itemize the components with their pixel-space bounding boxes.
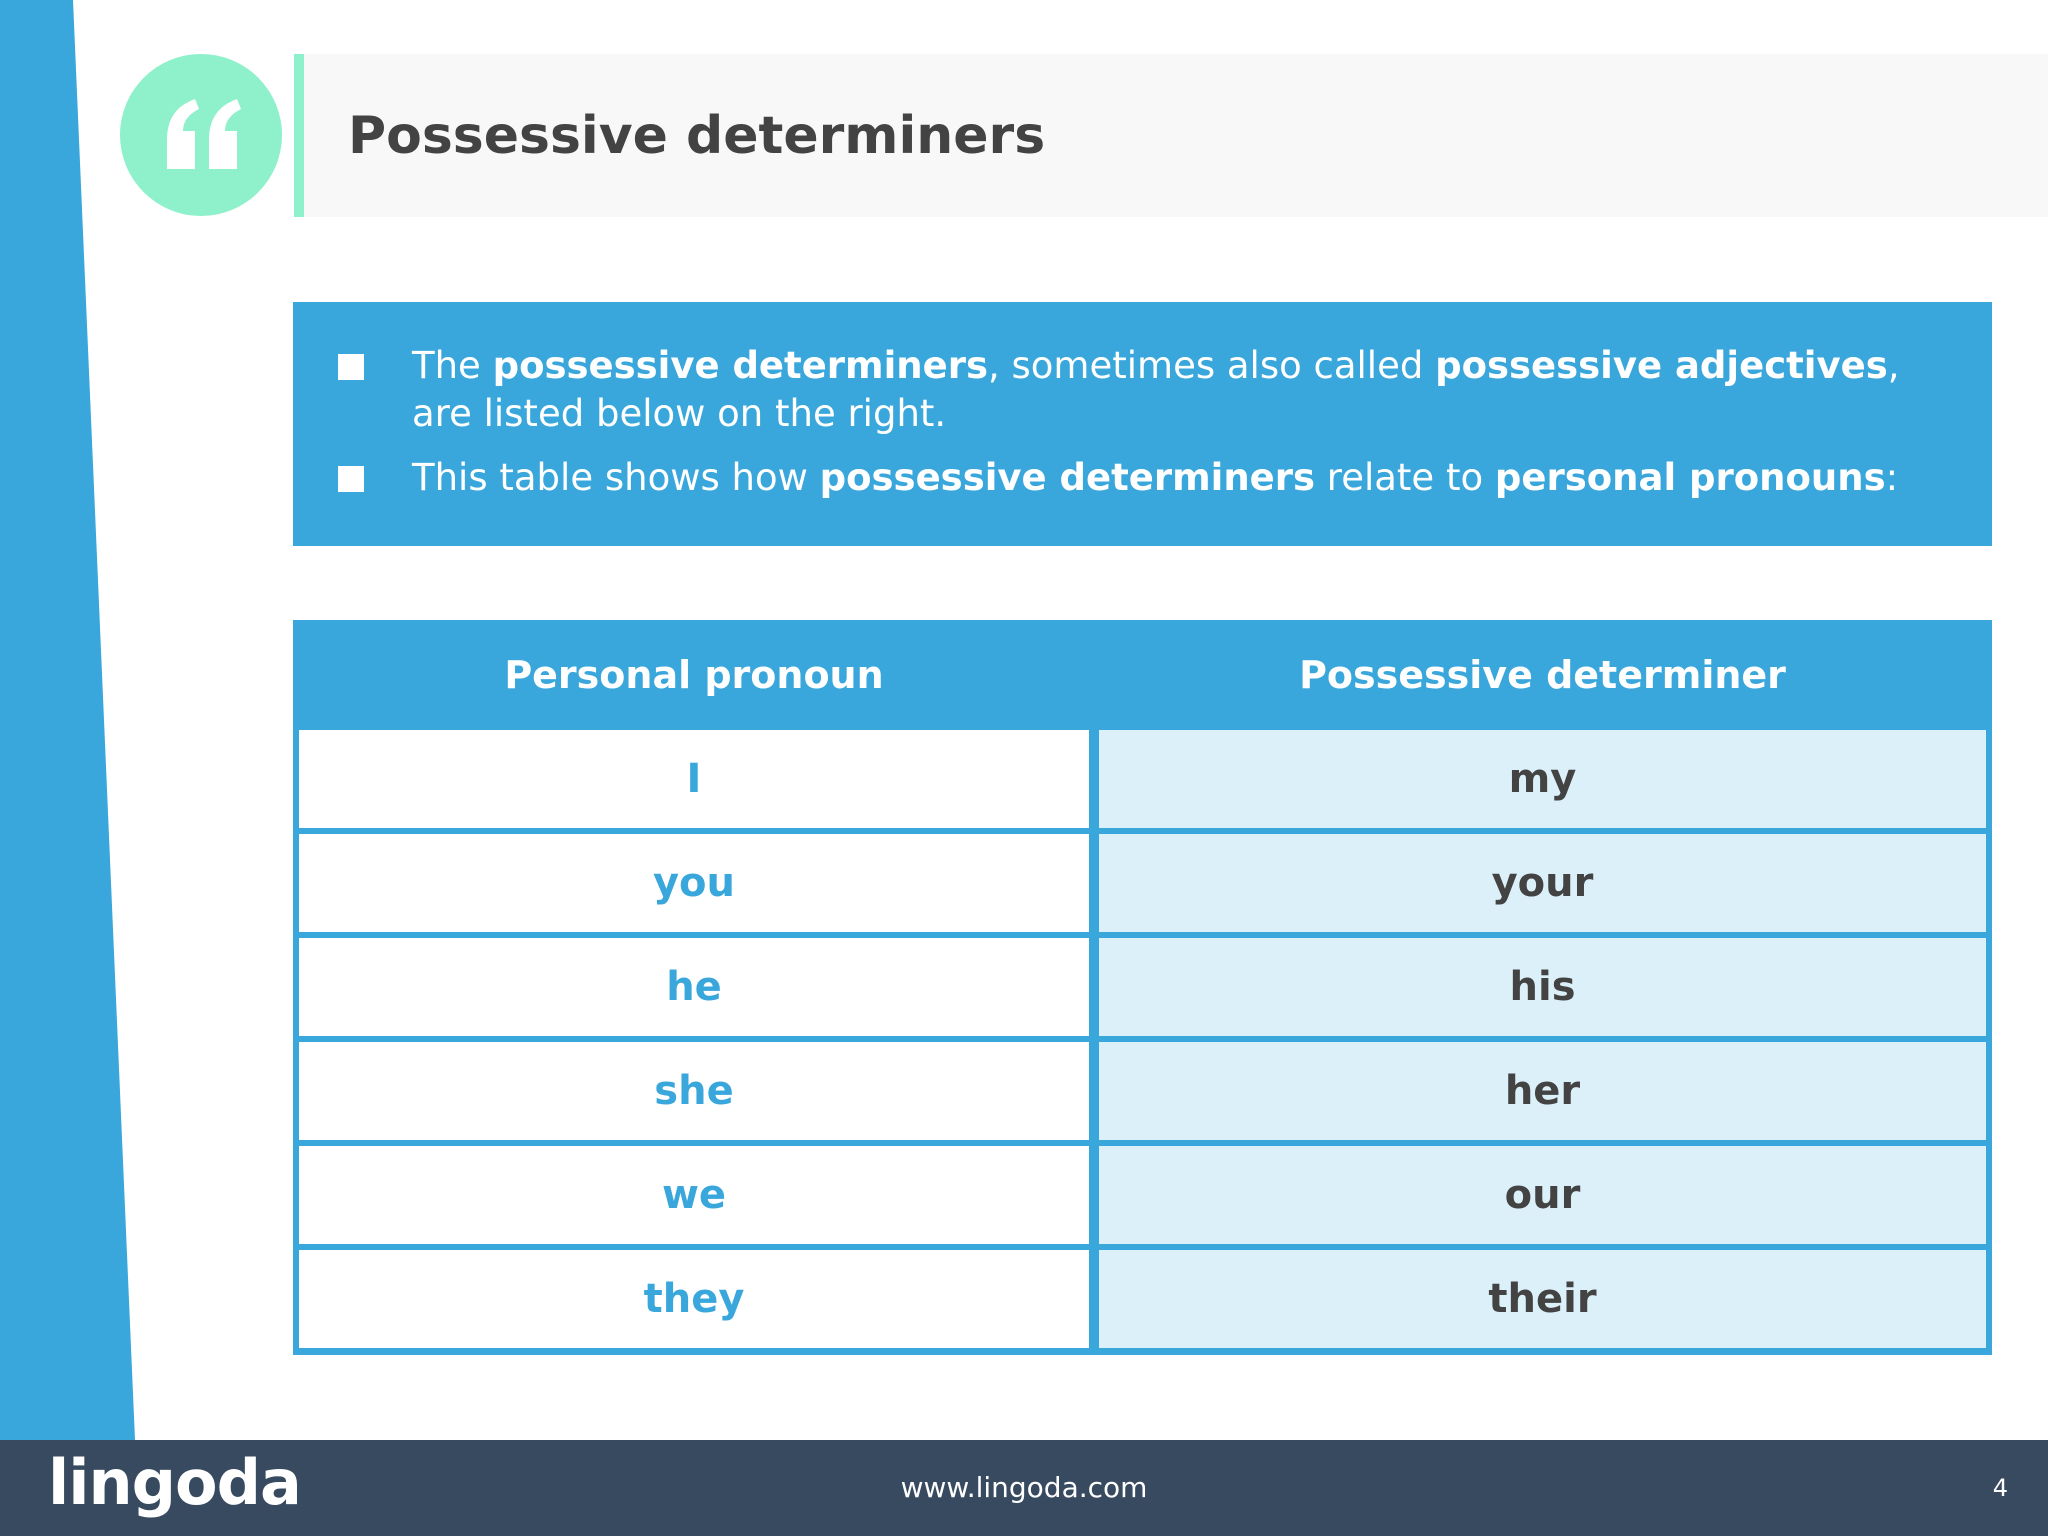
determiner-cell: their xyxy=(1099,1250,1986,1348)
pronoun-table xyxy=(293,620,1992,1355)
page-number: 4 xyxy=(1992,1474,2008,1502)
footer-url[interactable]: www.lingoda.com xyxy=(900,1471,1148,1504)
bullet-square-icon xyxy=(338,354,364,380)
bullet-text-run: , are listed below on the right. xyxy=(412,344,1900,435)
bullet-text-run: This table shows how xyxy=(412,456,820,499)
left-accent-band xyxy=(0,0,135,1440)
determiner-cell: his xyxy=(1099,938,1986,1036)
table-header xyxy=(293,620,1992,729)
title-bar xyxy=(294,54,2048,217)
bullet-bold-term: possessive determiners xyxy=(819,456,1316,499)
header-possessive-determiner: Possessive determiner xyxy=(1299,652,1786,697)
info-bullet-text xyxy=(412,454,1898,502)
bullet-text-run: The xyxy=(412,344,493,387)
determiner-cell: her xyxy=(1099,1042,1986,1140)
pronoun-cell: you xyxy=(299,834,1089,932)
quote-icon xyxy=(120,54,282,216)
bullet-text-run: relate to xyxy=(1315,456,1495,499)
bullet-bold-term: personal pronouns xyxy=(1494,456,1886,499)
bullet-bold-term: possessive determiners xyxy=(492,344,988,387)
bullet-text-run: : xyxy=(1885,456,1899,499)
info-bullet xyxy=(338,342,1952,438)
determiner-cell: my xyxy=(1099,730,1986,828)
header-personal-pronoun: Personal pronoun xyxy=(504,652,884,697)
info-bullet xyxy=(338,454,1952,502)
pronoun-cell: we xyxy=(299,1146,1089,1244)
determiner-cell: your xyxy=(1099,834,1986,932)
pronoun-cell: she xyxy=(299,1042,1089,1140)
info-bullet-text xyxy=(412,342,1952,438)
bullet-square-icon xyxy=(338,466,364,492)
lingoda-logo: lingoda xyxy=(48,1446,301,1519)
quote-mark-glyph xyxy=(153,87,249,183)
bullet-bold-term: possessive adjectives xyxy=(1435,344,1888,387)
footer-bar xyxy=(0,1440,2048,1536)
info-box xyxy=(293,302,1992,546)
pronoun-cell: they xyxy=(299,1250,1089,1348)
pronoun-cell: he xyxy=(299,938,1089,1036)
determiner-cell: our xyxy=(1099,1146,1986,1244)
bullet-text-run: , sometimes also called xyxy=(988,344,1436,387)
pronoun-cell: I xyxy=(299,730,1089,828)
page-title: Possessive determiners xyxy=(348,105,1046,166)
